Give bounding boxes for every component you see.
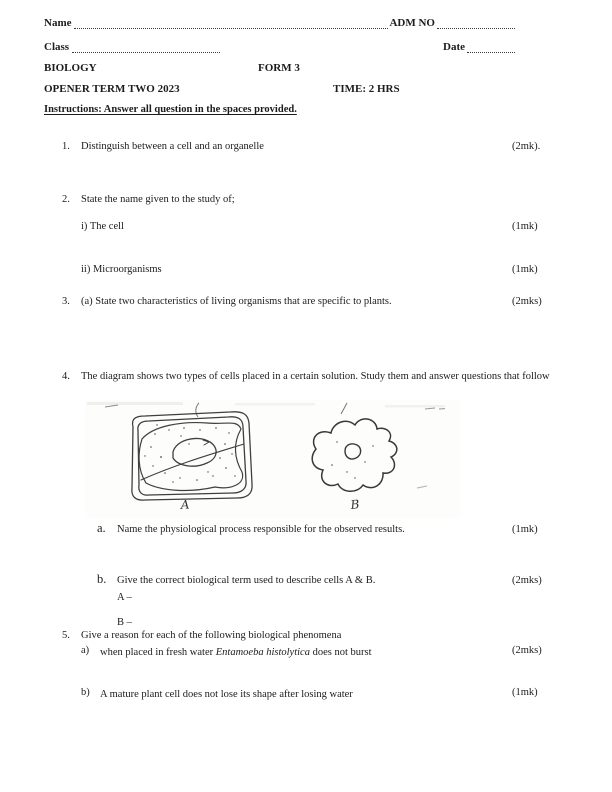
q2i-marks: (1mk)	[512, 221, 538, 232]
q5a-text-prefix: when placed in fresh water	[100, 647, 216, 658]
q5-number: 5.	[62, 630, 70, 641]
animal-cell-drawing	[312, 419, 397, 491]
q5b-text: A mature plant cell does not lose its shape after losing water	[100, 689, 353, 700]
class-label: Class	[44, 41, 70, 53]
q5b-marks: (1mk)	[512, 687, 538, 698]
q4b-number: b.	[97, 572, 107, 586]
time-title: TIME: 2 HRS	[333, 83, 400, 95]
q5a-text-suffix: does not burst	[309, 647, 372, 658]
form-title: FORM 3	[258, 62, 300, 74]
class-date-row	[44, 40, 515, 54]
q4b-text: Give the correct biological term used to describe cells A & B.	[117, 575, 376, 586]
q4b-answer-line-a: A –	[117, 592, 132, 603]
name-fill-in-line	[74, 17, 389, 29]
q4a-number: a.	[97, 521, 106, 535]
stipple-dots-b	[331, 441, 373, 478]
q5a-number: a)	[81, 645, 90, 656]
q2-text: State the name given to the study of;	[81, 194, 235, 205]
q3-marks: (2mks)	[512, 296, 542, 307]
q5a-text	[100, 645, 372, 660]
stipple-dots-a	[144, 424, 235, 482]
name-label: Name	[44, 17, 72, 29]
q1-text: Distinguish between a cell and an organelle	[81, 141, 264, 152]
date-fill-in-line	[467, 41, 515, 53]
q4-text: The diagram shows two types of cells placed in a certain solution. Study them and answer questions that follow	[81, 371, 550, 382]
adm-no-label: ADM NO	[389, 17, 435, 29]
plant-cell-drawing	[132, 412, 252, 500]
q4a-text: Name the physiological process responsible for the observed results.	[117, 524, 405, 535]
q3-text: (a) State two characteristics of living organisms that are specific to plants.	[81, 296, 392, 307]
q5-text: Give a reason for each of the following biological phenomena	[81, 630, 342, 641]
cell-b-label: B	[349, 497, 361, 512]
q4b-marks: (2mks)	[512, 575, 542, 586]
cell-diagram-svg	[85, 400, 460, 518]
q2ii-marks: (1mk)	[512, 264, 538, 275]
q2ii-text: ii) Microorganisms	[81, 264, 162, 275]
q1-number: 1.	[62, 141, 70, 152]
instructions-line: Instructions: Answer all question in the spaces provided.	[44, 104, 297, 115]
cell-diagram	[85, 400, 460, 518]
q3-number: 3.	[62, 296, 70, 307]
q5a-marks: (2mks)	[512, 645, 542, 656]
date-label: Date	[443, 41, 465, 53]
q4-number: 4.	[62, 371, 70, 382]
q4a-marks: (1mk)	[512, 524, 538, 535]
subject-title: BIOLOGY	[44, 62, 97, 74]
term-title: OPENER TERM TWO 2023	[44, 83, 180, 95]
q1-marks: (2mk).	[512, 141, 541, 152]
cell-a-label: A	[180, 497, 190, 512]
name-adm-row	[44, 16, 515, 30]
class-fill-in-line	[72, 41, 220, 53]
q4b-answer-line-b: B –	[117, 617, 132, 628]
q5a-species-name: Entamoeba histolytica	[215, 647, 310, 658]
q2i-text: i) The cell	[81, 221, 124, 232]
q2-number: 2.	[62, 194, 70, 205]
q5b-number: b)	[81, 687, 90, 698]
adm-no-fill-in-line	[437, 17, 515, 29]
